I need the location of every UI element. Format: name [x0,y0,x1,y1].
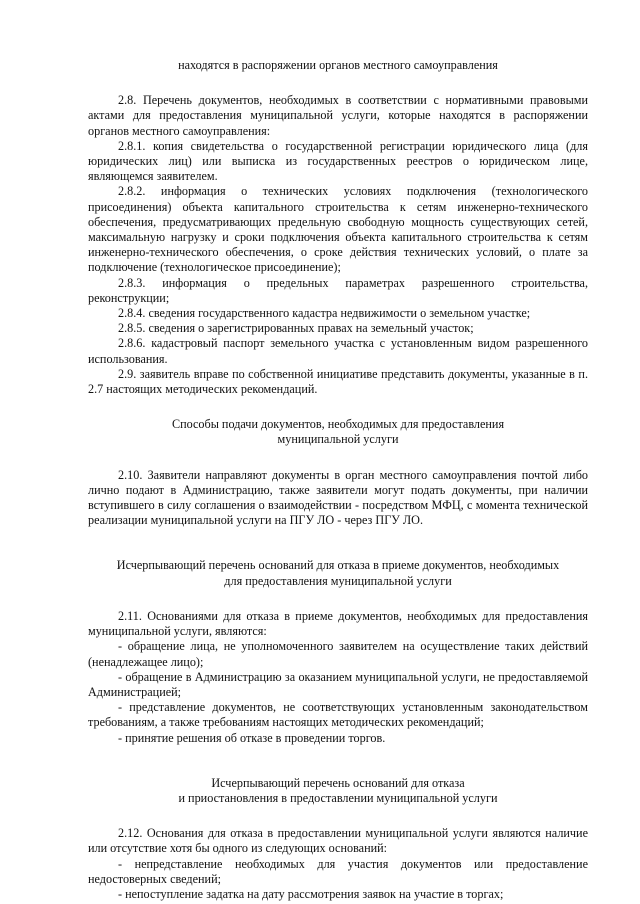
heading-refuse-service-line2: и приостановления в предоставлении муниципальной услуги [178,790,498,805]
paragraph-2-11: 2.11. Основаниями для отказа в приеме документов, необходимых для предоставления муниципальной услуги, являются: [88,608,588,639]
heading-submit-line2: муниципальной услуги [277,432,399,447]
paragraph-2-8-5: 2.8.5. сведения о зарегистрированных правах на земельный участок; [118,321,474,336]
heading-submit-line1: Способы подачи документов, необходимых для предоставления [171,417,505,432]
paragraph-2-11-item-2: - обращение в Администрацию за оказанием муниципальной услуги, не предоставляемой Администрацией; [88,669,588,699]
paragraph-2-8: 2.8. Перечень документов, необходимых в соответствии с нормативными правовыми актами для предоставления муниципальной услуги, которые находятся в распоряжении органов местного самоуправления: [88,93,588,138]
paragraph-2-10: 2.10. Заявители направляют документы в орган местного самоуправления почтой либо лично подают в Администрацию, также заявители могут подать документы, при наличии вступившего в силу соглашения о взаимодействии - посредством МФЦ, с момента технической реализации муниципальной услуги на ПГУ ЛО - через ПГУ ЛО. [88,467,588,528]
heading-refuse-accept-line2: для предоставления муниципальной услуги [224,573,452,588]
top-continuation-line: находятся в распоряжении органов местного самоуправления [178,58,498,72]
paragraph-2-8-6: 2.8.6. кадастровый паспорт земельного участка с установленным видом разрешенного использования. [88,336,588,366]
paragraph-2-8-1: 2.8.1. копия свидетельства о государственной регистрации юридического лица (для юридических лиц) или выписка из государственных реестров о юридическом лице, являющемся заявителем. [88,138,588,184]
paragraph-2-12-item-1: - непредставление необходимых для участия документов или предоставление недостоверных сведений; [88,856,588,886]
paragraph-2-8-3: 2.8.3. информация о предельных параметрах разрешенного строительства, реконструкции; [88,275,588,305]
paragraph-2-11-item-3: - представление документов, не соответствующих установленным законодательством требованиям, а также требованиям настоящих методических рекомендаций; [88,700,588,730]
heading-refuse-service-line1: Исчерпывающий перечень оснований для отказа [211,775,465,790]
document-page [88,58,588,902]
paragraph-2-8-2: 2.8.2. информация о технических условиях подключения (технологического присоединения) объекта капитального строительства к сетям инженерно-технического обеспечения, предусматривающих предельную свободную мощность существующих сетей, максимальную нагрузку и сроки подключения объекта капитального строительства к сетям инженерно-технического обеспечения, о сроке действия технических условий, о плате за подключение (технологическое присоединение); [88,184,588,275]
paragraph-2-12: 2.12. Основания для отказа в предоставлении муниципальной услуги являются наличие или отсутствие хотя бы одного из следующих оснований: [88,826,588,856]
paragraph-2-8-4: 2.8.4. сведения государственного кадастра недвижимости о земельном участке; [118,306,531,321]
paragraph-2-11-item-1: - обращение лица, не уполномоченного заявителем на осуществление таких действий (ненадлежащее лицо); [88,639,588,669]
paragraph-2-12-item-2: - непоступление задатка на дату рассмотрения заявок на участие в торгах; [118,886,504,901]
paragraph-2-11-item-4: - принятие решения об отказе в проведении торгов. [118,730,386,745]
paragraph-2-9: 2.9. заявитель вправе по собственной инициативе представить документы, указанные в п. 2.7 настоящих методических рекомендаций. [88,366,588,397]
heading-refuse-accept-line1: Исчерпывающий перечень оснований для отказа в приеме документов, необходимых [116,558,560,573]
